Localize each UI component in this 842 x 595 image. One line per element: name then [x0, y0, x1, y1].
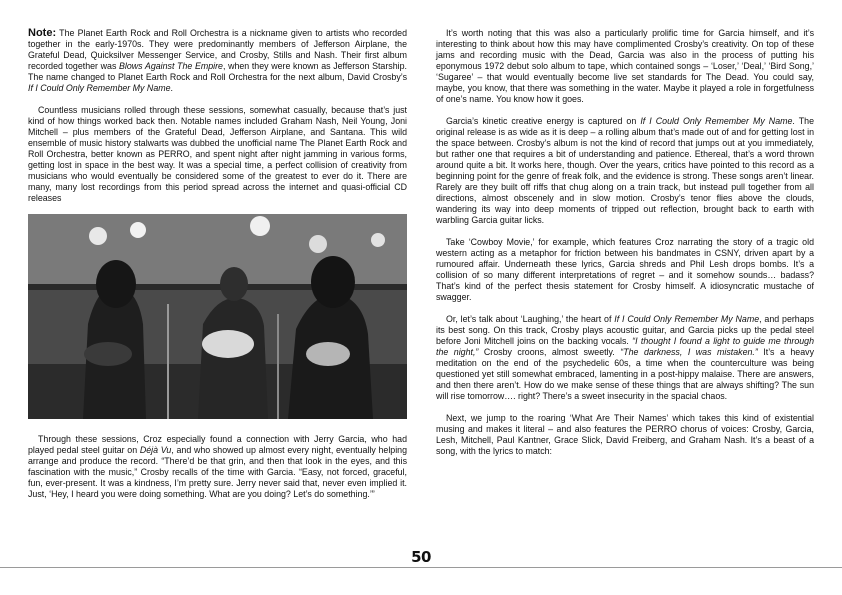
text-run: , and perhaps its best song. On this track, Crosby plays acoustic guitar, and Garcia picks up the pedal steel before Joni Mitchell joins on the backing vocals.	[436, 314, 814, 346]
text-run: .	[170, 83, 173, 93]
right-column	[436, 28, 814, 457]
album-title: Blows Against The Empire	[119, 61, 223, 71]
body-paragraph: It’s worth noting that this was also a particularly prolific time for Garcia himself, and it’s interesting to think about how this may have complimented Crosby’s creativity. On top of these jams and recording music with the Dead, Garcia was also in the process of putting his eponymous 1972 debut solo album to tape, which contained songs – ‘Loser,’ ‘Deal,’ ‘Bird Song,’ ‘Sugaree’ – that would eventually become live set standards for The Dead. You could say, maybe, you know, that there was something in the water. Maybe it played a role in forgetfulness of one’s name. You know how it goes.	[436, 28, 814, 104]
body-paragraph: Countless musicians rolled through these sessions, somewhat casually, because that’s just kind of how things worked back then. Notable names included Graham Nash, Neil Young, Joni Mitchell – plus members of the Grateful Dead, Jefferson Airplane, and Santana. This wild ensemble of music history stalwarts was dubbed the unofficial name The Planet Earth Rock and Roll Orchestra, better known as PERRO, and spent night after night jamming in various forms, getting lost in space in the best way. It was a special time, a perfect collision of creativity from musicians who would eventually be considered some of the greatest to ever do it. There are many, many lost recordings from this period spread across the internet and quasi-official CD releases	[28, 105, 407, 203]
text-run: Through these sessions, Croz especially found a connection with Jerry Garcia, who had played pedal steel guitar on	[28, 434, 407, 455]
band-photo-illustration	[28, 214, 407, 419]
page-number: 50	[411, 548, 431, 566]
album-title: If I Could Only Remember My Name	[28, 83, 171, 93]
album-title: Déjà Vu	[139, 445, 172, 455]
left-column	[28, 28, 407, 500]
text-run: Garcia’s kinetic creative energy is captured on	[446, 116, 641, 126]
body-paragraph	[436, 314, 814, 402]
text-run: , and who showed up almost every night, eventually helping arrange and produce the record. “There’d be that grin, and then that look in the eyes, and this fascination with the music,” Crosby recalls of the time with Garcia. “Easy, not forced, graceful, fun, ever-present. It was a kindness, I’m pretty sure. Jerry never said that, never even implied it. Just, ‘Hey, I heard you were doing something. What are you doing? Let’s do something.’”	[28, 445, 407, 499]
text-run: Or, let’s talk about ‘Laughing,’ the heart of	[446, 314, 615, 324]
text-run: . The original release is as wide as it is deep – a rolling album that’s made out of and for getting lost in the space between. Crosby’s album is not the kind of record that jumps out at you immediately, but rather one that requires a bit of understanding and patience. Ethereal, that’s a word thrown around quite a bit. It works here, though. Over the years, critics have pointed to this record as a beginning point for the genre of freak folk, and the evidence is strong. These songs aren’t linear. Rarely are they built off riffs that chug along on a train track, but instead pull together from all directions, almost obscenely and in slow motion. Crosby’s tenor flies above the clouds, wandering its way into deep moments of tripped out reflection, brought back to earth with warbling Garcia guitar licks.	[436, 116, 814, 225]
album-title: If I Could Only Remember My Name	[614, 314, 760, 324]
body-paragraph	[28, 434, 407, 500]
text-run: , when they were known as Jefferson Starship. The name changed to Planet Earth Rock and Roll Orchestra for the next album, David Crosby’s	[28, 61, 407, 82]
note-paragraph	[28, 28, 407, 94]
text-run: The Planet Earth Rock and Roll Orchestra is a nickname given to artists who recorded together in the early-1970s. They were predominantly members of Jefferson Airplane, the Grateful Dead, Quicksilver Messenger Service, and Crosby, Stills and Nash. Their first album recorded together was	[28, 28, 407, 71]
note-label: Note:	[28, 27, 57, 39]
album-title: If I Could Only Remember My Name	[640, 116, 793, 126]
band-photo	[28, 214, 407, 419]
text-run: It’s a heavy meditation on the end of the psychedelic 60s, a time when the counterculture was being questioned yet still somewhat embraced, lamenting in a post-hippy malaise. There are answers, and then there aren’t. How do we make sense of these things that are always shifting? The sun will rise tomorrow…. right? There’s a sweet insecurity in the spacial chaos.	[436, 347, 814, 401]
body-paragraph: Take ‘Cowboy Movie,’ for example, which features Croz narrating the story of a tragic old western acting as a metaphor for friction between his bandmates in CSNY, driven apart by a rumoured affair. Underneath these lyrics, Garcia shreds and Phil Lesh drops bombs. It’s a collision of so many different interpretations of regret – and it somehow sounds… badass? That’s kind of the perfect thesis statement for Crosby himself. A idiosyncratic mustache of swagger.	[436, 237, 814, 302]
text-run: Crosby croons, almost sweetly.	[478, 347, 621, 357]
lyric-quote: “I thought I found a light to guide me through the night,”	[436, 336, 814, 357]
body-paragraph: Next, we jump to the roaring ‘What Are Their Names’ which takes this kind of existential musing and makes it literal – and also features the PERRO chorus of voices: Crosby, Garcia, Lesh, Mitchell, Paul Kantner, Grace Slick, David Freiberg, and Graham Nash. It’s a beast of a song, with the lyrics to match:	[436, 413, 814, 456]
lyric-quote: “The darkness, I was mistaken.”	[620, 347, 758, 357]
body-paragraph	[436, 116, 814, 226]
